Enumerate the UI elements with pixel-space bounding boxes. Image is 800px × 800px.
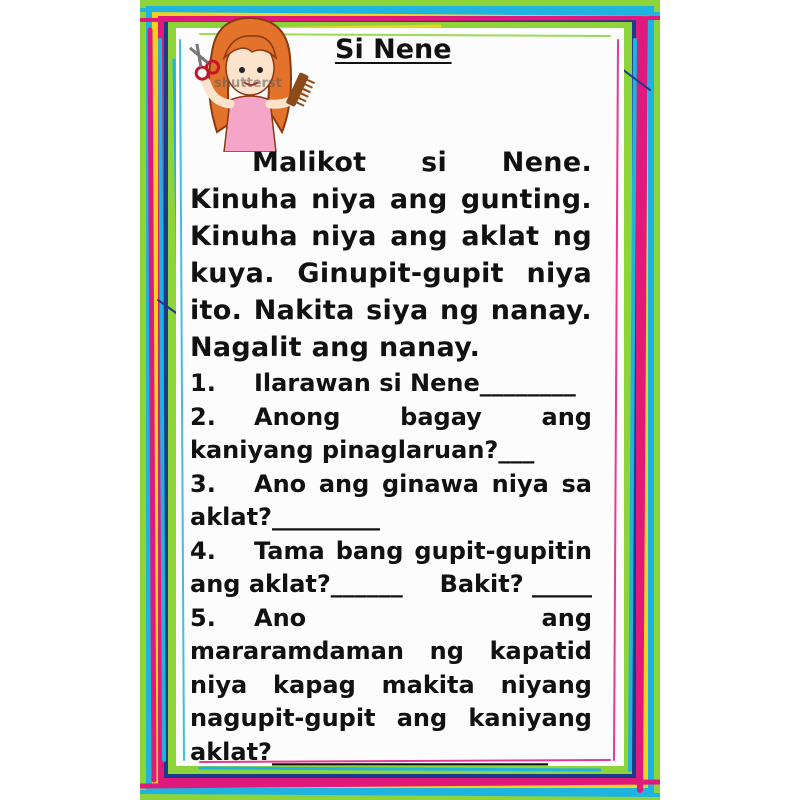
question-1 (190, 367, 592, 401)
word: ang (318, 469, 370, 498)
word: nanay. (490, 295, 592, 326)
story-line (190, 255, 592, 292)
question-text: aklat?_______________________ (190, 737, 548, 766)
question-4 (190, 535, 592, 569)
word: ng (552, 221, 592, 252)
word: ang (541, 402, 592, 431)
story-line (190, 144, 592, 181)
question-text: Bakit? _____ (439, 570, 592, 598)
word: Nagalit ang nanay. (190, 332, 481, 363)
question-number: 2. (190, 402, 216, 431)
question-2-line-2 (190, 434, 592, 468)
question-text: aklat?_________ (190, 503, 380, 531)
word: niya (311, 184, 377, 215)
word: Tama (254, 536, 325, 565)
word: Malikot (252, 147, 367, 178)
question-5 (190, 602, 592, 636)
word: Kinuha (190, 221, 298, 252)
word: siya (366, 295, 429, 326)
question-number: 5. (190, 603, 216, 632)
word: sa (561, 469, 592, 498)
word: gunting. (460, 184, 592, 215)
question-4-line-2 (190, 568, 592, 602)
word: niya (491, 469, 549, 498)
word: mararamdaman (190, 637, 404, 665)
word: ang (390, 221, 448, 252)
question-5-line-2 (190, 635, 592, 669)
word: bagay (400, 402, 482, 431)
word: makita (381, 670, 475, 699)
question-list (190, 367, 592, 769)
question-2 (190, 401, 592, 435)
word: aklat (461, 221, 540, 252)
word: niya (190, 670, 248, 699)
word: Ano (254, 603, 307, 632)
word: ang (541, 603, 592, 632)
word: niyang (500, 670, 592, 699)
word: nagupit-gupit (190, 704, 376, 732)
word: Ano (254, 469, 307, 498)
question-number: 3. (190, 469, 216, 498)
story-line (190, 181, 592, 218)
word: kaniyang (468, 704, 592, 732)
word: Nene. (501, 147, 592, 178)
word: Nakita (253, 295, 355, 326)
question-5-line-5 (190, 736, 592, 770)
word: kapag (273, 670, 356, 699)
story-line (190, 292, 592, 329)
question-5-line-4 (190, 702, 592, 736)
word: niya (311, 221, 377, 252)
word: ng (429, 637, 464, 665)
word: gupit-gupitin (414, 536, 592, 565)
word: ang (396, 704, 448, 732)
word: Kinuha (190, 184, 298, 215)
word: ng (440, 295, 480, 326)
story-line (190, 329, 592, 366)
word: ang (389, 184, 448, 215)
question-text: kaniyang pinaglaruan?___ (190, 436, 535, 464)
question-3 (190, 468, 592, 502)
word: Ginupit-gupit (297, 258, 504, 289)
word: ginawa (381, 469, 479, 498)
question-number: 4. (190, 536, 216, 565)
question-text: Ilarawan si Nene________ (254, 369, 576, 397)
word: ito. (190, 295, 243, 326)
word: bang (335, 536, 404, 565)
question-5-line-3 (190, 669, 592, 703)
page-title: Si Nene (335, 34, 452, 65)
word: niya (526, 258, 592, 289)
word: kapatid (489, 637, 592, 665)
story-line (190, 218, 592, 255)
question-number: 1. (190, 369, 216, 397)
watermark: shutterst (214, 76, 282, 91)
question-text: ang aklat?______ (190, 570, 403, 598)
word: si (421, 147, 448, 178)
word: kuya. (190, 258, 275, 289)
question-3-line-2 (190, 501, 592, 535)
story-passage (190, 144, 592, 366)
word: Anong (254, 402, 341, 431)
